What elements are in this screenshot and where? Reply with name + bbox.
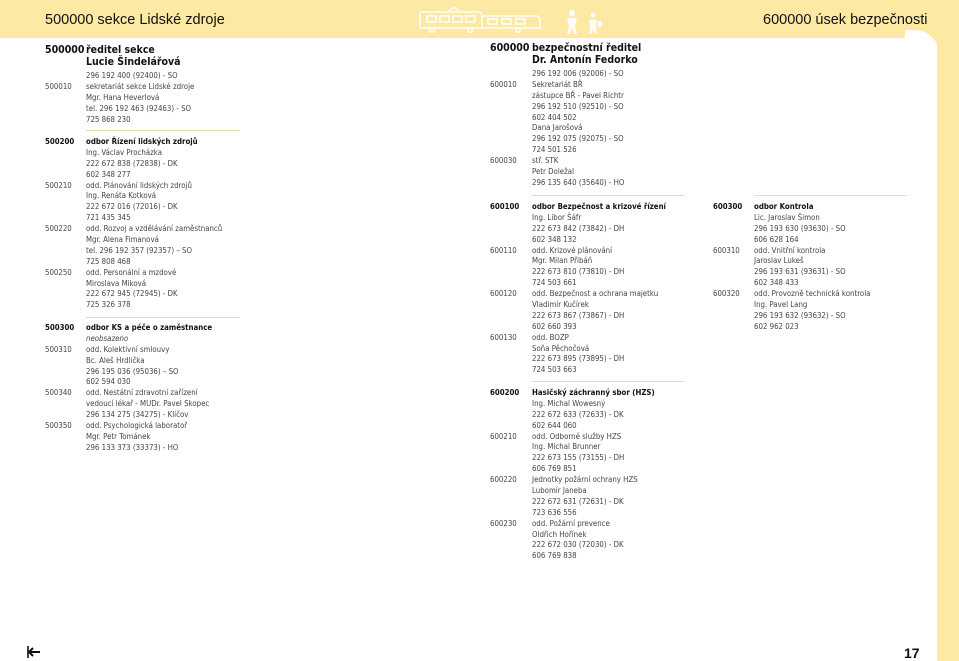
divider [531, 195, 685, 196]
entry-text: Ing. Renáta Kotková [86, 191, 157, 201]
entry-text: 222 672 016 (72016) - DK [86, 202, 178, 212]
divider [86, 317, 240, 318]
entry-text: 222 672 030 (72030) - DK [532, 540, 624, 550]
entry-text: 296 135 640 (35640) - HO [532, 177, 625, 187]
divider [531, 381, 685, 382]
entry-text: Lucie Šindelářová [86, 56, 181, 68]
people-icon [563, 8, 605, 34]
entry-text: 602 594 030 [86, 377, 131, 387]
entry-code: 600120 [490, 289, 517, 299]
entry-code: 500000 [45, 44, 85, 56]
entry-text: 296 193 632 (93632) - SO [754, 310, 846, 320]
entry-text: Ing. Václav Procházka [86, 147, 162, 157]
entry-text: odd. BOZP [532, 332, 569, 342]
entry-text: Lic. Jaroslav Šimon [754, 212, 820, 222]
page-corner [905, 30, 939, 90]
entry-text: 296 195 036 (95036) – SO [86, 366, 179, 376]
entry-text: neobsazeno [86, 333, 129, 343]
column-middle-block-3 [490, 388, 690, 562]
entry-text: odd. Plánování lidských zdrojů [86, 180, 192, 190]
entry-code: 600000 [490, 42, 530, 54]
column-middle [490, 43, 690, 189]
entry-text: 296 134 275 (34275) - Klíčov [86, 410, 189, 420]
entry-text: odbor Kontrola [754, 202, 814, 211]
entry-text: Soňa Pěchočová [532, 343, 590, 353]
entry-text: 725 808 468 [86, 256, 131, 266]
entry-text: Jaroslav Lukeš [754, 256, 804, 266]
entry-text: 222 673 867 (73867) - DH [532, 310, 625, 320]
entry-text: 606 628 164 [754, 234, 799, 244]
divider [86, 130, 240, 131]
entry-text: odbor Bezpečnost a krizové řízení [532, 202, 666, 211]
entry-text: odbor KS a péče o zaměstnance [86, 323, 213, 332]
entry-code: 600300 [713, 202, 743, 211]
entry-text: odd. Provozně technická kontrola [754, 289, 871, 299]
entry-text: Ing. Libor Šáfr [532, 212, 582, 222]
entry-code: 600320 [713, 289, 740, 299]
entry-text: Sekretariát BŘ [532, 79, 583, 89]
entry-text: odd. Personální a mzdové [86, 267, 177, 277]
entry-text: 296 192 006 (92006) - SO [532, 69, 624, 78]
entry-text: Dana Jarošová [532, 123, 583, 133]
entry-text: zástupce BŘ - Pavel Richtr [532, 90, 624, 100]
entry-text: odd. Požární prevence [532, 518, 610, 528]
directory-block [45, 71, 245, 125]
directory-block [45, 137, 245, 311]
entry-text: Mgr. Milan Přibáň [532, 256, 593, 266]
section-title-right: 600000 úsek bezpečnosti [763, 12, 928, 28]
entry-text: 602 644 060 [532, 420, 577, 430]
entry-text: odd. Krizové plánování [532, 245, 613, 255]
entry-text: Jednotky požární ochrany HZS [532, 475, 638, 485]
directory-block [45, 323, 245, 454]
entry-code: 600010 [490, 79, 517, 89]
entry-text: Ing. Michal Brunner [532, 442, 601, 452]
directory-block [490, 69, 690, 189]
entry-text: 725 326 378 [86, 300, 131, 310]
entry-code: 500310 [45, 344, 72, 354]
entry-text: 222 673 810 (73810) - DH [532, 267, 625, 277]
entry-text: tel. 296 192 357 (92357) – SO [86, 245, 193, 255]
entry-text: Oldřich Hořínek [532, 529, 587, 539]
entry-text: odd. Rozvoj a vzdělávání zaměstnanců [86, 224, 223, 234]
entry-text: 606 769 851 [532, 464, 577, 474]
entry-text: tel. 296 192 463 (92463) - SO [86, 103, 192, 113]
entry-text: 296 192 400 (92400) - SO [86, 71, 178, 80]
entry-code: 600130 [490, 332, 517, 342]
entry-text: Ing. Michal Wowesný [532, 398, 606, 408]
entry-text: 602 962 023 [754, 321, 799, 331]
entry-text: 602 348 433 [754, 278, 799, 288]
entry-text: 296 133 373 (33373) - HO [86, 442, 179, 452]
entry-text: vedoucí lékař - MUDr. Pavel Skopec [86, 399, 210, 409]
entry-code: 600310 [713, 245, 740, 255]
header-band [0, 0, 959, 38]
entry-text: Hasičský záchranný sbor (HZS) [532, 388, 655, 397]
column-left-block-2 [45, 137, 245, 311]
entry-text: 222 672 945 (72945) - DK [86, 289, 178, 299]
entry-code: 500340 [45, 388, 72, 398]
entry-text: odd. Odborné služby HZS [532, 431, 622, 441]
entry-text: Mgr. Alena Fimanová [86, 235, 159, 245]
entry-text: odd. Kolektivní smlouvy [86, 344, 170, 354]
entry-text: odd. Vnitřní kontrola [754, 245, 826, 255]
entry-text: 296 192 075 (92075) - SO [532, 134, 624, 144]
column-middle-block-2 [490, 202, 690, 376]
entry-text: 602 404 502 [532, 112, 577, 122]
entry-text: odd. Bezpečnost a ochrana majetku [532, 289, 659, 299]
entry-code: 600210 [490, 431, 517, 441]
directory-block [490, 202, 690, 376]
directory-block [490, 43, 690, 67]
entry-code: 500250 [45, 267, 72, 277]
entry-code: 600220 [490, 475, 517, 485]
entry-code: 500210 [45, 180, 72, 190]
entry-text: 602 348 277 [86, 169, 131, 179]
entry-text: 222 673 155 (73155) - DH [532, 453, 625, 463]
directory-block [45, 45, 245, 69]
entry-row [45, 57, 245, 69]
entry-code: 600110 [490, 245, 517, 255]
entry-text: odd. Nestátní zdravotní zařízení [86, 388, 198, 398]
entry-text: Bc. Aleš Hrdlička [86, 355, 145, 365]
entry-text: Dr. Antonín Fedorko [532, 54, 638, 66]
entry-text: ředitel sekce [86, 44, 155, 56]
section-title-left: 500000 sekce Lidské zdroje [45, 12, 225, 28]
right-band [937, 38, 959, 661]
entry-text: bezpečnostní ředitel [532, 42, 642, 54]
directory-block [490, 388, 690, 562]
entry-text: 222 672 838 (72838) - DK [86, 158, 178, 168]
entry-text: odd. Psychologická laboratoř [86, 421, 188, 431]
entry-text: 725 868 230 [86, 114, 131, 124]
entry-text: Ing. Pavel Lang [754, 300, 808, 310]
divider [754, 195, 907, 196]
page-number: 17 [904, 645, 920, 661]
entry-text: Miroslava Miková [86, 278, 147, 288]
tram-icon [418, 6, 543, 34]
entry-text: 296 193 630 (93630) - SO [754, 223, 846, 233]
entry-text: 724 503 663 [532, 365, 577, 375]
entry-text: odbor Řízení lidských zdrojů [86, 137, 198, 146]
entry-code: 500350 [45, 421, 72, 431]
entry-code: 500200 [45, 137, 75, 146]
entry-text: Mgr. Petr Tománek [86, 431, 151, 441]
entry-code: 500220 [45, 224, 72, 234]
entry-text: 222 672 631 (72631) - DK [532, 496, 624, 506]
entry-text: 602 660 393 [532, 321, 577, 331]
entry-text: 723 636 556 [532, 507, 577, 517]
entry-code: 500300 [45, 323, 75, 332]
entry-text: 721 435 345 [86, 213, 131, 223]
entry-code: 600200 [490, 388, 520, 397]
entry-text: Petr Doležal [532, 167, 575, 177]
entry-code: 500010 [45, 81, 72, 91]
entry-text: 222 673 895 (73895) - DH [532, 354, 625, 364]
entry-code: 600230 [490, 518, 517, 528]
entry-text: Vladimír Kučírek [532, 300, 589, 310]
entry-text: stř. STK [532, 156, 559, 166]
entry-text: 222 673 842 (73842) - DH [532, 223, 625, 233]
entry-text: Mgr. Hana Heverlová [86, 92, 160, 102]
entry-text: Lubomír Janeba [532, 486, 587, 496]
entry-text: 296 192 510 (92510) - SO [532, 101, 624, 111]
entry-code: 600030 [490, 156, 517, 166]
column-left [45, 45, 245, 125]
entry-text: 222 672 633 (72633) - DK [532, 409, 624, 419]
entry-text: sekretariát sekce Lidské zdroje [86, 81, 195, 91]
column-right [713, 202, 913, 333]
entry-text: 724 501 526 [532, 145, 577, 155]
directory-block [713, 202, 913, 333]
column-left-block-3 [45, 323, 245, 454]
back-arrow-icon[interactable] [27, 645, 41, 659]
entry-text: 602 348 132 [532, 234, 577, 244]
entry-text: 724 503 661 [532, 278, 577, 288]
entry-code: 600100 [490, 202, 520, 211]
entry-text: 296 193 631 (93631) - SO [754, 267, 846, 277]
entry-text: 606 769 838 [532, 551, 577, 561]
